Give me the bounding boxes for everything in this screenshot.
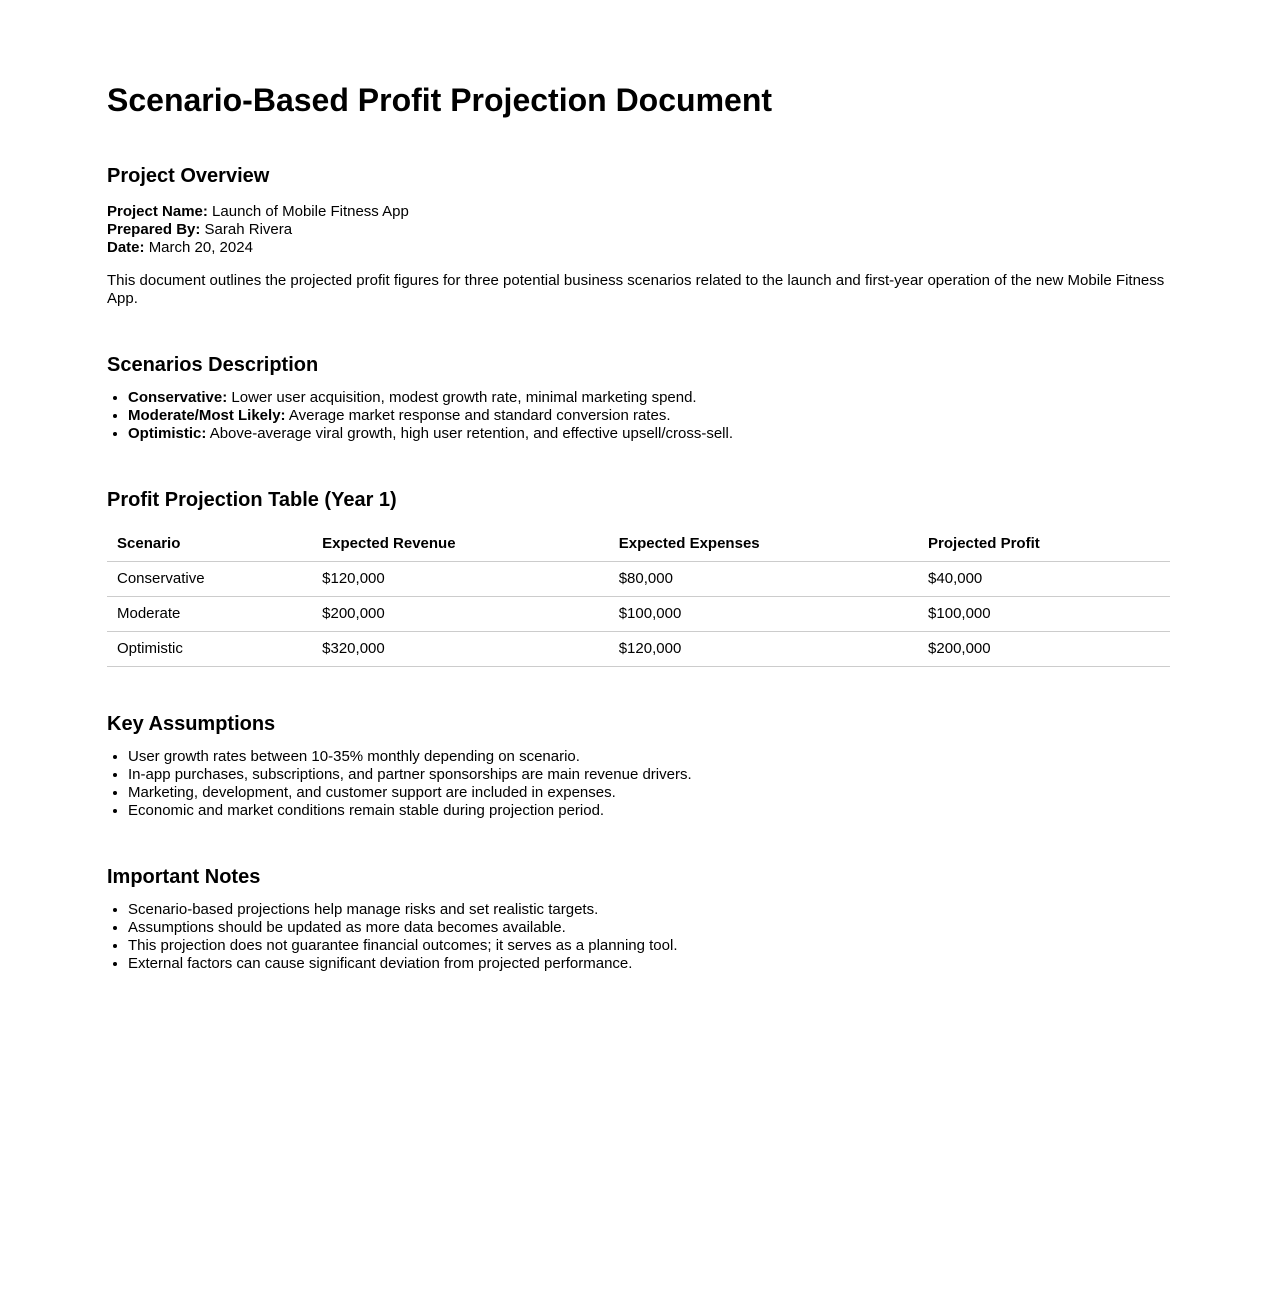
cell-revenue: $120,000 (312, 561, 609, 596)
cell-revenue: $200,000 (312, 596, 609, 631)
cell-profit: $200,000 (918, 631, 1170, 666)
section-heading-important-notes: Important Notes (107, 865, 261, 888)
scenario-label: Optimistic: (128, 424, 207, 442)
column-header-expected-revenue: Expected Revenue (312, 527, 609, 562)
profit-projection-table (107, 527, 1170, 667)
overview-paragraph: This document outlines the projected profit figures for three potential business scenarios related to the launch and first-year operation of the new Mobile Fitness App. (107, 271, 1165, 307)
list-item: • In-app purchases, subscriptions, and partner sponsorships are main revenue drivers. (128, 766, 1170, 784)
list-item: • Economic and market conditions remain stable during projection period. (128, 802, 1170, 820)
list-item: • This projection does not guarantee financial outcomes; it serves as a planning tool. (128, 937, 1170, 955)
cell-expenses: $120,000 (609, 631, 918, 666)
project-meta (107, 203, 1170, 257)
list-item: • Assumptions should be updated as more data becomes available. (128, 919, 1170, 937)
scenario-label: Conservative: (128, 388, 228, 406)
cell-expenses: $100,000 (609, 596, 918, 631)
prepared-by-label: Prepared By: (107, 220, 201, 238)
list-item (128, 425, 1170, 443)
scenario-text: Above-average viral growth, high user retention, and effective upsell/cross-sell. (209, 424, 734, 442)
cell-scenario: Optimistic (107, 631, 312, 666)
scenario-text: Lower user acquisition, modest growth rate, minimal marketing spend. (231, 388, 697, 406)
date-value: March 20, 2024 (148, 238, 253, 256)
document-title: Scenario-Based Profit Projection Document (107, 82, 773, 118)
list-item (128, 389, 1170, 407)
list-item: • User growth rates between 10-35% monthly depending on scenario. (128, 748, 1170, 766)
cell-profit: $40,000 (918, 561, 1170, 596)
prepared-by-value: Sarah Rivera (204, 220, 293, 238)
list-item: • Marketing, development, and customer support are included in expenses. (128, 784, 1170, 802)
project-name-value: Launch of Mobile Fitness App (212, 202, 409, 220)
table-header-row (107, 527, 1170, 562)
column-header-projected-profit: Projected Profit (918, 527, 1170, 562)
assumptions-list (107, 748, 1170, 820)
cell-scenario: Moderate (107, 596, 312, 631)
scenario-text: Average market response and standard conversion rates. (288, 406, 671, 424)
cell-profit: $100,000 (918, 596, 1170, 631)
scenario-label: Moderate/Most Likely: (128, 406, 286, 424)
column-header-scenario: Scenario (107, 527, 312, 562)
date-label: Date: (107, 238, 145, 256)
notes-list (107, 901, 1170, 973)
list-item: • External factors can cause significant deviation from projected performance. (128, 955, 1170, 973)
table-row (107, 561, 1170, 596)
cell-revenue: $320,000 (312, 631, 609, 666)
scenarios-list (107, 389, 1170, 443)
cell-expenses: $80,000 (609, 561, 918, 596)
section-heading-scenarios-description: Scenarios Description (107, 353, 319, 376)
section-heading-key-assumptions: Key Assumptions (107, 712, 276, 735)
list-item (128, 407, 1170, 425)
section-heading-project-overview: Project Overview (107, 164, 270, 187)
cell-scenario: Conservative (107, 561, 312, 596)
list-item: • Scenario-based projections help manage risks and set realistic targets. (128, 901, 1170, 919)
table-row (107, 596, 1170, 631)
project-name-label: Project Name: (107, 202, 208, 220)
table-row (107, 631, 1170, 666)
section-heading-profit-projection-table: Profit Projection Table (Year 1) (107, 488, 397, 511)
column-header-expected-expenses: Expected Expenses (609, 527, 918, 562)
